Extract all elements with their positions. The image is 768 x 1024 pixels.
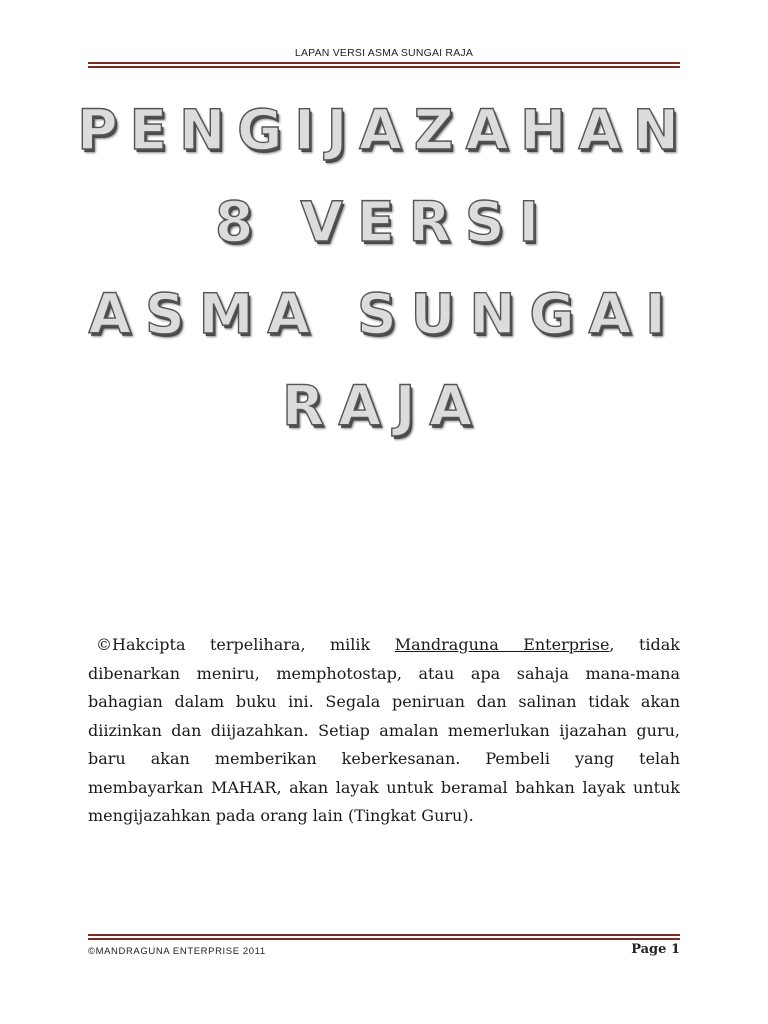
title-line-1: PENGIJAZAHAN	[77, 98, 691, 162]
footer-double-rule	[88, 934, 680, 940]
notice-text-part-2: , tidak dibenarkan meniru, memphotostap, atau apa sahaja mana-mana bahagian dalam buku ini. Segala peniruan dan salinan tidak akan diizinkan dan diijazahkan. Setiap amalan memerlukan ijazahan guru, baru akan memberikan keberkesanan. Pembeli yang telah membayarkan MAHAR, akan layak untuk beramal bahkan layak untuk mengijazahkan pada orang lain (Tingkat Guru).	[88, 635, 680, 825]
title-line-3: ASMA SUNGAI	[88, 282, 680, 346]
notice-text-part-1: Hakcipta terpelihara, milik	[112, 635, 395, 654]
header-double-rule	[88, 62, 680, 68]
copyright-symbol: ©	[96, 635, 112, 654]
footer-copyright: ©MANDRAGUNA ENTERPRISE 2011	[88, 946, 266, 957]
copyright-notice	[88, 631, 680, 831]
running-header: LAPAN VERSI ASMA SUNGAI RAJA	[294, 47, 474, 59]
company-link[interactable]: Mandraguna Enterprise	[394, 635, 610, 654]
title-line-4: RAJA	[282, 374, 486, 438]
title-line-2: 8 VERSI	[215, 190, 553, 254]
page-number: Page 1	[631, 942, 680, 957]
document-title	[60, 84, 708, 452]
